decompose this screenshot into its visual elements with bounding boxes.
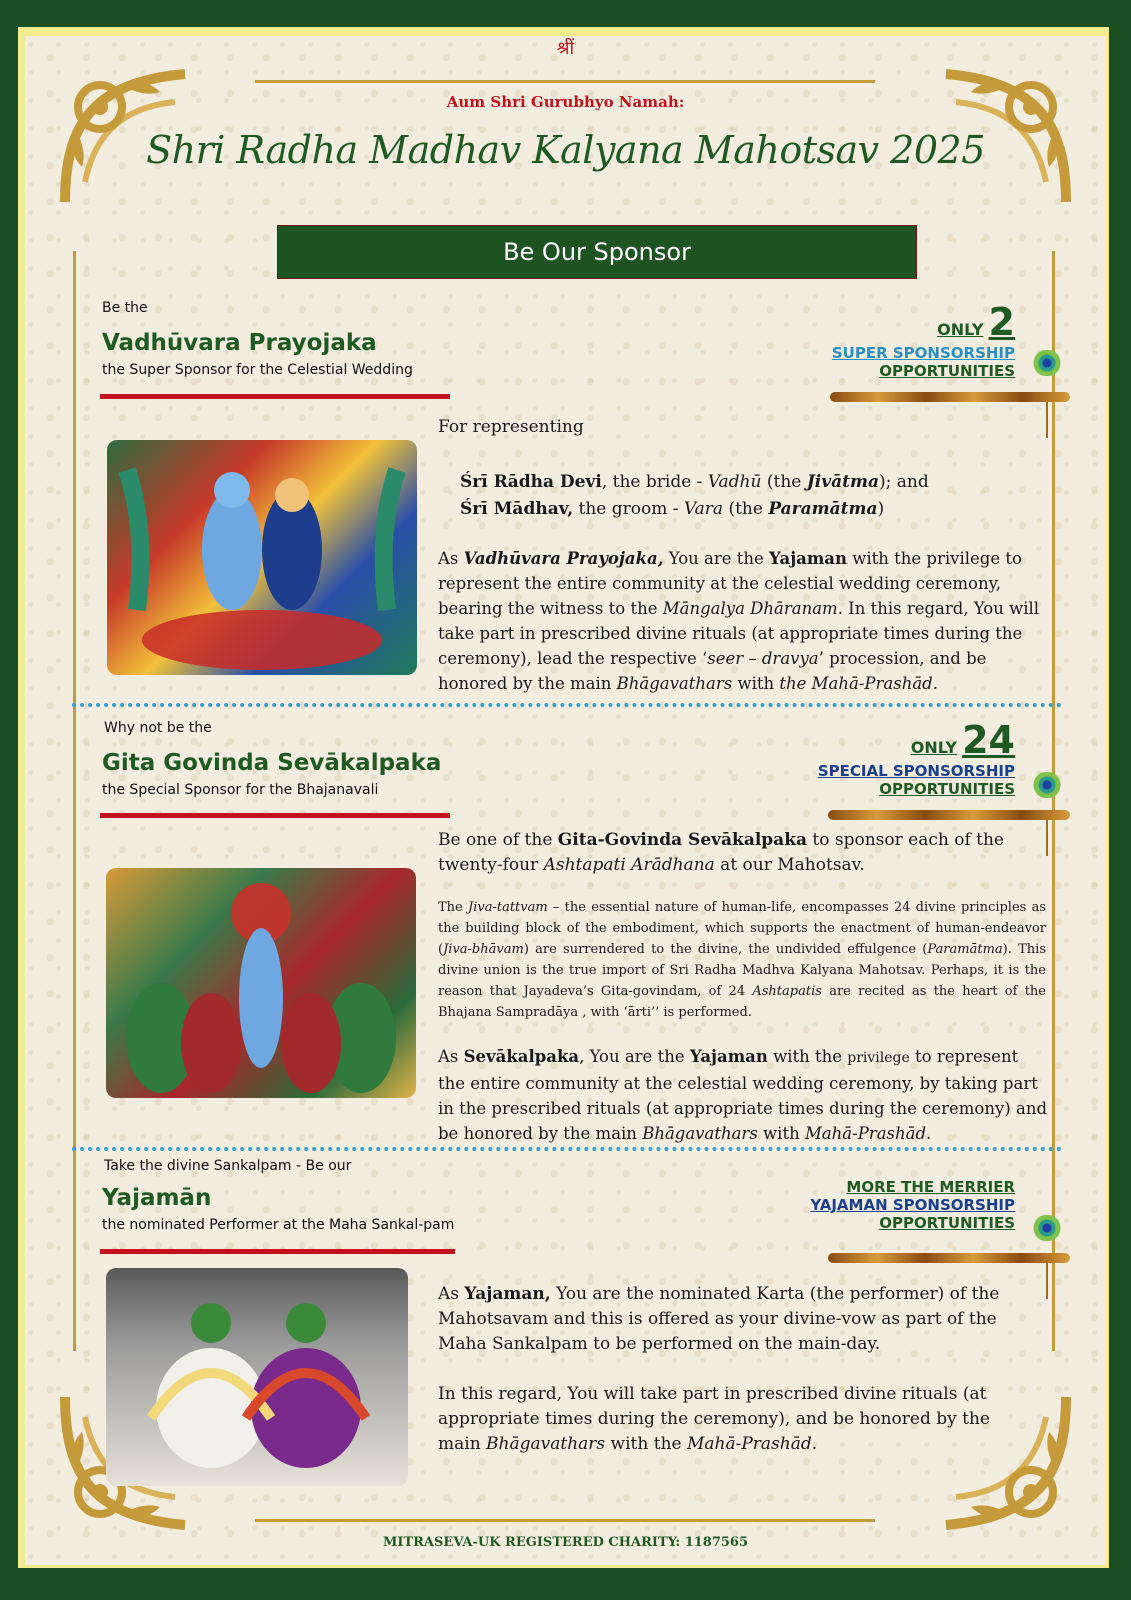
page-title: Shri Radha Madhav Kalyana Mahotsav 2025: [146, 128, 985, 172]
flute-decoration-2: [828, 810, 1070, 820]
dotted-divider-1: [72, 703, 1062, 707]
top-border-line: [255, 80, 875, 83]
section2-paragraph1: Be one of the Gita-Govinda Sevākalpaka to sponsor each of the twenty-four Ashtapati Arādhana at our Mahotsav.: [438, 830, 1004, 875]
section3-red-bar: [100, 1249, 455, 1254]
badge-number: 24: [962, 718, 1015, 762]
dotted-divider-2: [72, 1147, 1062, 1151]
badge-number: 2: [988, 300, 1015, 344]
right-border-line: [1052, 251, 1055, 1351]
peacock-feather-icon: [1028, 1215, 1066, 1241]
badge-line1: SUPER SPONSORSHIP: [831, 344, 1015, 362]
badge-line2: OPPORTUNITIES: [879, 780, 1015, 798]
bottom-border-line: [255, 1519, 875, 1522]
section1-badge: [745, 300, 1015, 380]
peacock-feather-icon: [1028, 350, 1066, 376]
gita-govinda-image: [106, 868, 416, 1098]
badge-line0: MORE THE MERRIER: [846, 1178, 1015, 1196]
section1-paragraph: As Vadhūvara Prayojaka, You are the Yajaman with the privilege to represent the entire community at the celestial wedding ceremony, bearing the witness to the Māngalya Dhāranam. In this regard, You will take part in prescribed divine rituals (at appropriate times during the ceremony), lead the respective ‘seer – dravya’ procession, and be honored by the main Bhāgavathars with the Mahā-Prashād.: [438, 549, 1040, 693]
section2-pre: Why not be the: [104, 720, 212, 736]
groom-line: Śrī Mādhav, the groom - Vara (the Paramātma): [460, 499, 885, 519]
section2-sub: the Special Sponsor for the Bhajanavali: [102, 782, 379, 798]
invocation-text: Aum Shri Gurubhyo Namah:: [446, 93, 685, 111]
section3-badge: [745, 1178, 1015, 1232]
bride-line: Śrī Rādha Devi, the bride - Vadhū (the Jivātma); and: [460, 472, 929, 492]
flute-decoration-1: [830, 392, 1070, 402]
shree-glyph: श्रीं: [556, 38, 575, 59]
charity-footer: MITRASEVA-UK REGISTERED CHARITY: 1187565: [382, 1535, 749, 1550]
kalasam-illustration: [106, 1268, 408, 1486]
kalasam-image: [106, 1268, 408, 1486]
section3-pre: Take the divine Sankalpam - Be our: [104, 1158, 352, 1174]
section2-paragraph3: As Sevākalpaka, You are the Yajaman with the privilege to represent the entire community at the celestial wedding ceremony, by taking part in the prescribed rituals (at appropriate times during the ceremony) and be honored by the main Bhāgavathars with Mahā-Prashād.: [438, 1047, 1048, 1143]
section1-intro: For representing: [438, 417, 584, 437]
section1-pre: Be the: [102, 300, 148, 316]
radha-madhav-image: [107, 440, 417, 675]
section2-name: Gita Govinda Sevākalpaka: [102, 750, 442, 776]
gopis-dance-illustration: [106, 868, 416, 1098]
section3-paragraph1: As Yajaman, You are the nominated Karta (the performer) of the Mahotsavam and this is offered as your divine-vow as part of the Maha Sankalpam to be performed on the main-day.: [438, 1284, 1000, 1354]
tassel-icon: [1046, 1263, 1048, 1299]
section3-paragraph2: In this regard, You will take part in prescribed divine rituals (at appropriate times during the ceremony), and be honored by the main Bhāgavathars with the Mahā-Prashād.: [438, 1384, 990, 1454]
section2-red-bar: [100, 813, 450, 818]
tassel-icon: [1046, 402, 1048, 438]
radha-madhav-illustration: [107, 440, 417, 675]
section3-sub: the nominated Performer at the Maha Sankal-pam: [102, 1217, 455, 1233]
badge-line1: YAJAMAN SPONSORSHIP: [810, 1196, 1015, 1214]
badge-only-label: ONLY: [910, 738, 958, 757]
badge-line1: SPECIAL SPONSORSHIP: [817, 762, 1015, 780]
left-border-line: [73, 251, 76, 1351]
badge-only-label: ONLY: [937, 320, 984, 339]
peacock-feather-icon: [1028, 772, 1066, 798]
section2-badge: [745, 718, 1015, 798]
badge-line2: OPPORTUNITIES: [879, 1214, 1015, 1232]
section1-red-bar: [100, 394, 450, 399]
badge-line2: OPPORTUNITIES: [879, 362, 1015, 380]
section1-name: Vadhūvara Prayojaka: [102, 330, 377, 356]
section2-paragraph2: The Jiva-tattvam – the essential nature of human-life, encompasses 24 divine principles as the building block of the embodiment, which supports the enactment of human-endeavor (Jiva-bhāvam) are surrendered to the divine, the undivided effulgence (Paramātma). This divine union is the true import of Sri Radha Madhva Kalyana Mahotsav. Perhaps, it is the reason that Jayadeva’s Gita-govindam, of 24 Ashtapatis are recited as the heart of the Bhajana Sampradāya , with ‘ārti’’ is performed.: [438, 900, 1046, 1020]
section1-sub: the Super Sponsor for the Celestial Wedding: [102, 362, 413, 378]
flute-decoration-3: [828, 1253, 1070, 1263]
sponsor-banner: Be Our Sponsor: [277, 225, 917, 279]
section3-name: Yajamān: [102, 1185, 212, 1211]
section1-bullets: [460, 469, 1040, 523]
